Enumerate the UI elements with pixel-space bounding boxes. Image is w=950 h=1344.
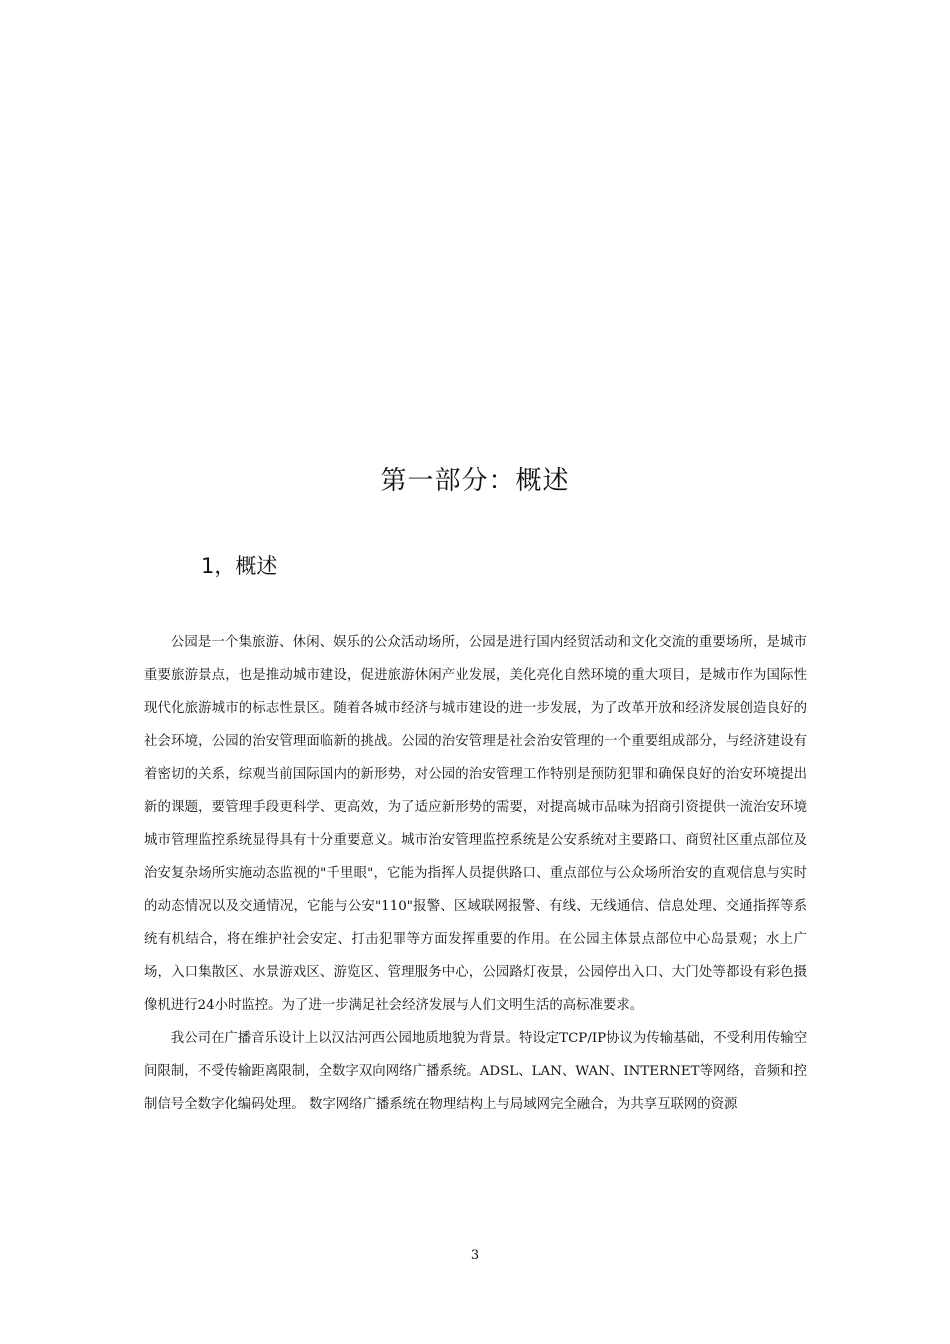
page-number: 3 [470,1248,480,1263]
paragraph: 我公司在广播音乐设计上以汉沽河西公园地质地貌为背景。特设定TCP/IP协议为传输基础，不受利用传输空间限制，不受传输距离限制，全数字双向网络广播系统。ADSL、LAN、WAN、INTERNET等网络，音频和控制信号全数字化编码处理。 数字网络广播系统在物理结构上与局域网完全融合，为共享互联网的资源 [144,1031,807,1112]
section-title: 1，概述 [201,554,278,578]
part-title: 第一部分：概述 [380,466,570,496]
paragraph: 公园是一个集旅游、休闲、娱乐的公众活动场所，公园是进行国内经贸活动和文化交流的重要场所，是城市重要旅游景点，也是推动城市建设，促进旅游休闲产业发展，美化亮化自然环境的重大项目，是城市作为国际性现代化旅游城市的标志性景区。随着各城市经济与城市建设的进一步发展，为了改革开放和经济发展创造良好的社会环境，公园的治安管理面临新的挑战。公园的治安管理是社会治安管理的一个重要组成部分，与经济建设有着密切的关系，综观当前国际国内的新形势，对公园的治安管理工作特别是预防犯罪和确保良好的治安环境提出新的课题，要管理手段更科学、更高效，为了适应新形势的需要，对提高城市品味为招商引资提供一流治安环境城市管理监控系统显得具有十分重要意义。城市治安管理监控系统是公安系统对主要路口、商贸社区重点部位及治安复杂场所实施动态监视的"千里眼"，它能为指挥人员提供路口、重点部位与公众场所治安的直观信息与实时的动态情况以及交通情况，它能与公安"110"报警、区域联网报警、有线、无线通信、信息处理、交通指挥等系统有机结合，将在维护社会安定、打击犯罪等方面发挥重要的作用。在公园主体景点部位中心岛景观；水上广场，入口集散区、水景游戏区、游览区、管理服务中心，公园路灯夜景，公园停出入口、大门处等都设有彩色摄像机进行24小时监控。为了进一步满足社会经济发展与人们文明生活的高标准要求。 [144,635,807,1013]
body-text [144,626,807,1121]
